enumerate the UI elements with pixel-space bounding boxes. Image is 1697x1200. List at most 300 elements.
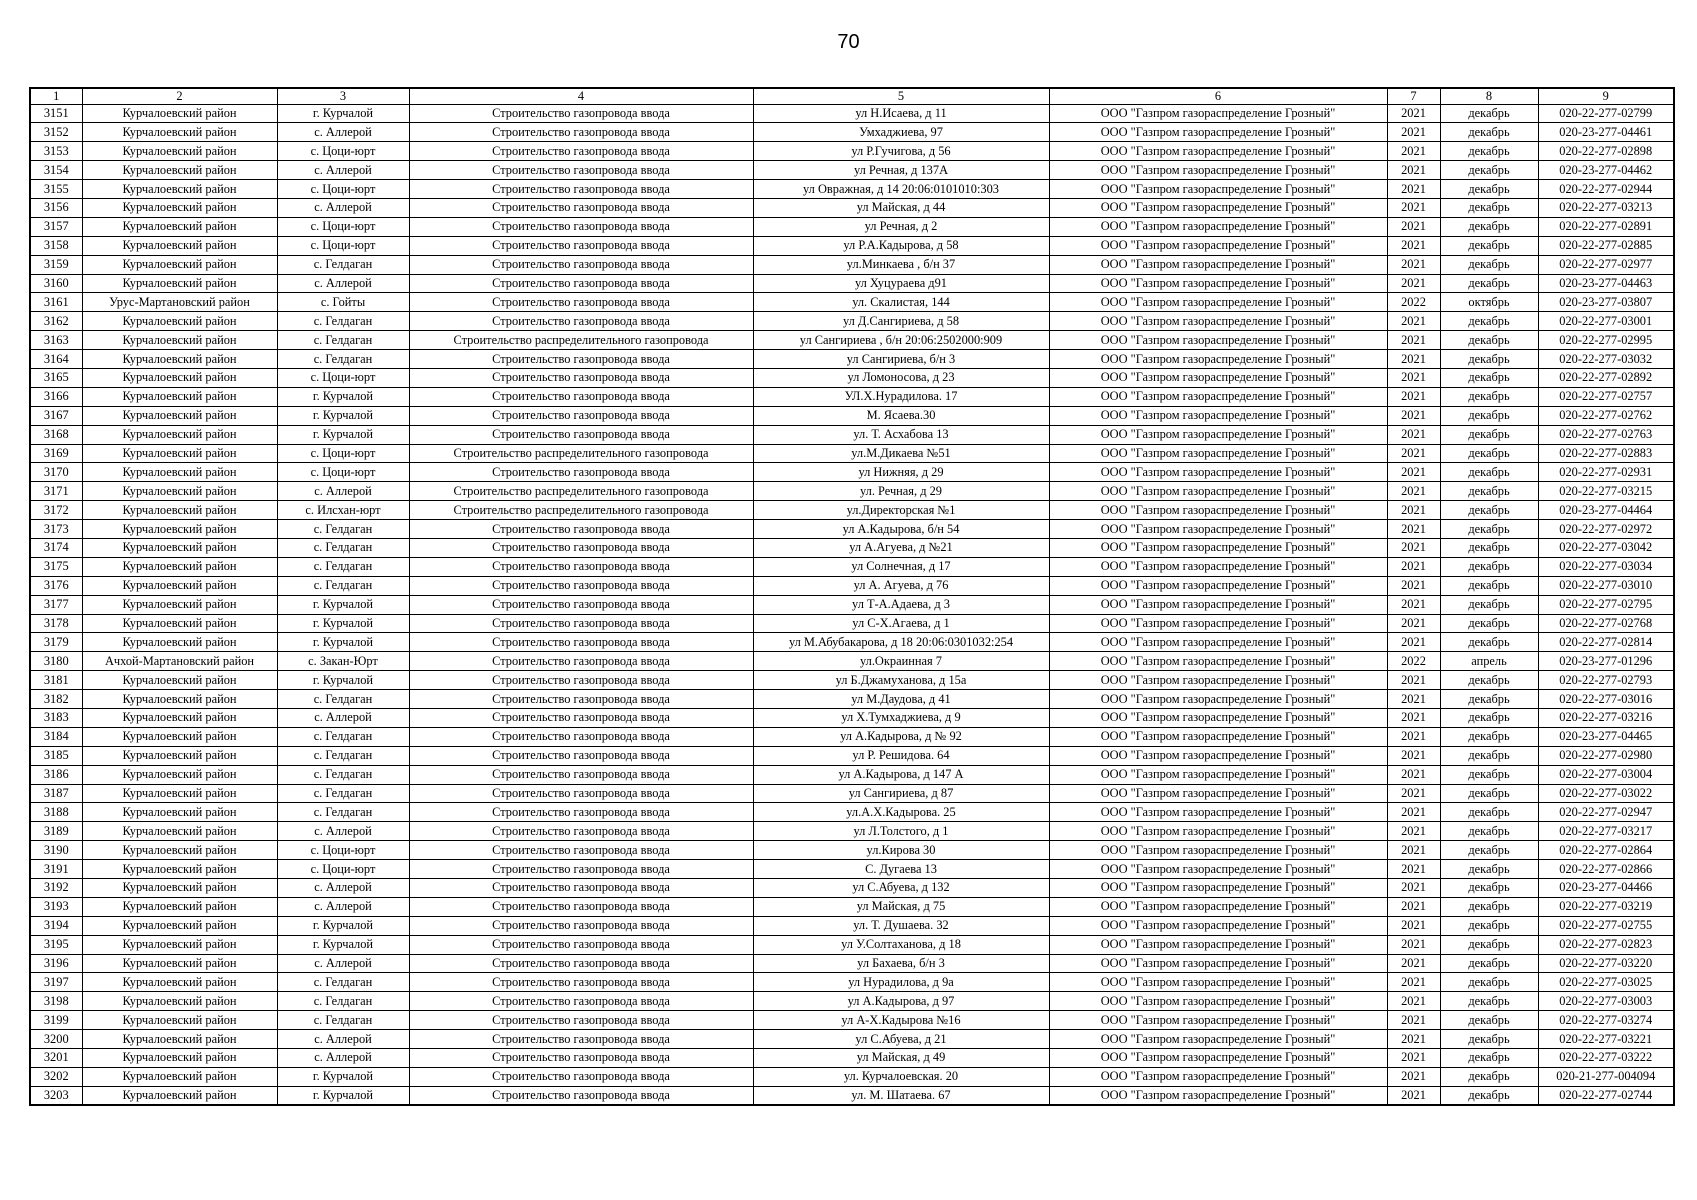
table-cell: ООО "Газпром газораспределение Грозный" <box>1049 822 1387 841</box>
table-row <box>30 954 1674 973</box>
table-cell: 2021 <box>1387 255 1440 274</box>
table-cell: Курчалоевский район <box>82 671 277 690</box>
table-cell: 3195 <box>30 935 82 954</box>
table-cell: 020-22-277-02762 <box>1538 406 1674 425</box>
table-cell: 020-22-277-03004 <box>1538 765 1674 784</box>
table-cell: Строительство газопровода ввода <box>409 709 753 728</box>
column-header: 5 <box>753 88 1049 104</box>
table-cell: Курчалоевский район <box>82 180 277 199</box>
table-cell: 3175 <box>30 557 82 576</box>
table-cell: ул А.Кадырова, б/н 54 <box>753 520 1049 539</box>
table-cell: Курчалоевский район <box>82 387 277 406</box>
table-cell: Строительство газопровода ввода <box>409 406 753 425</box>
table-cell: ул У.Солтаханова, д 18 <box>753 935 1049 954</box>
table-cell: ООО "Газпром газораспределение Грозный" <box>1049 180 1387 199</box>
table-cell: 2021 <box>1387 180 1440 199</box>
table-cell: с. Гелдаган <box>277 690 409 709</box>
table-cell: 2021 <box>1387 520 1440 539</box>
table-cell: Строительство газопровода ввода <box>409 727 753 746</box>
table-cell: с. Аллерой <box>277 198 409 217</box>
table-cell: ООО "Газпром газораспределение Грозный" <box>1049 784 1387 803</box>
table-cell: 020-23-277-04464 <box>1538 501 1674 520</box>
table-cell: 020-22-277-03221 <box>1538 1030 1674 1049</box>
table-cell: Строительство газопровода ввода <box>409 1030 753 1049</box>
table-cell: 2021 <box>1387 614 1440 633</box>
table-cell: ул. М. Шатаева. 67 <box>753 1086 1049 1105</box>
table-cell: Строительство газопровода ввода <box>409 803 753 822</box>
table-cell: 3162 <box>30 312 82 331</box>
table-cell: Строительство газопровода ввода <box>409 916 753 935</box>
table-cell: Строительство газопровода ввода <box>409 973 753 992</box>
table-cell: 3182 <box>30 690 82 709</box>
table-cell: Курчалоевский район <box>82 822 277 841</box>
table-cell: ул А. Агуева, д 76 <box>753 576 1049 595</box>
table-cell: ООО "Газпром газораспределение Грозный" <box>1049 595 1387 614</box>
table-cell: ООО "Газпром газораспределение Грозный" <box>1049 841 1387 860</box>
table-cell: декабрь <box>1440 595 1538 614</box>
table-cell: Курчалоевский район <box>82 425 277 444</box>
table-cell: Курчалоевский район <box>82 992 277 1011</box>
table-cell: 020-22-277-02883 <box>1538 444 1674 463</box>
table-cell: 2021 <box>1387 992 1440 1011</box>
table-row <box>30 784 1674 803</box>
table-row <box>30 142 1674 161</box>
table-cell: 3160 <box>30 274 82 293</box>
table-cell: г. Курчалой <box>277 671 409 690</box>
table-cell: 2021 <box>1387 161 1440 180</box>
table-cell: ул Речная, д 2 <box>753 217 1049 236</box>
table-cell: 2021 <box>1387 1030 1440 1049</box>
table-cell: с. Аллерой <box>277 709 409 728</box>
table-cell: 2021 <box>1387 217 1440 236</box>
table-cell: декабрь <box>1440 860 1538 879</box>
table-cell: ул А.Кадырова, д 147 А <box>753 765 1049 784</box>
table-cell: ООО "Газпром газораспределение Грозный" <box>1049 576 1387 595</box>
table-cell: ул А-Х.Кадырова №16 <box>753 1011 1049 1030</box>
table-cell: г. Курчалой <box>277 425 409 444</box>
table-row <box>30 841 1674 860</box>
table-cell: 3196 <box>30 954 82 973</box>
table-cell: декабрь <box>1440 709 1538 728</box>
table-cell: с. Аллерой <box>277 123 409 142</box>
table-cell: ООО "Газпром газораспределение Грозный" <box>1049 538 1387 557</box>
table-cell: Курчалоевский район <box>82 935 277 954</box>
table-cell: 2021 <box>1387 1086 1440 1105</box>
table-cell: УЛ.Х.Нурадилова. 17 <box>753 387 1049 406</box>
table-row <box>30 1049 1674 1068</box>
table-cell: Строительство газопровода ввода <box>409 765 753 784</box>
table-cell: с. Гойты <box>277 293 409 312</box>
table-cell: 3154 <box>30 161 82 180</box>
table-cell: 020-22-277-02755 <box>1538 916 1674 935</box>
table-cell: Курчалоевский район <box>82 142 277 161</box>
table-cell: декабрь <box>1440 727 1538 746</box>
table-cell: 020-22-277-02793 <box>1538 671 1674 690</box>
table-cell: декабрь <box>1440 633 1538 652</box>
table-cell: ул Ломоносова, д 23 <box>753 368 1049 387</box>
table-cell: ООО "Газпром газораспределение Грозный" <box>1049 860 1387 879</box>
table-cell: ул. Скалистая, 144 <box>753 293 1049 312</box>
table-cell: декабрь <box>1440 935 1538 954</box>
table-cell: Строительство распределительного газопровода <box>409 501 753 520</box>
table-row <box>30 897 1674 916</box>
table-cell: декабрь <box>1440 331 1538 350</box>
table-cell: декабрь <box>1440 425 1538 444</box>
table-cell: Курчалоевский район <box>82 765 277 784</box>
table-cell: ООО "Газпром газораспределение Грозный" <box>1049 406 1387 425</box>
table-cell: Курчалоевский район <box>82 879 277 898</box>
table-cell: Строительство газопровода ввода <box>409 1067 753 1086</box>
table-cell: ул Речная, д 137А <box>753 161 1049 180</box>
table-cell: ул Овражная, д 14 20:06:0101010:303 <box>753 180 1049 199</box>
table-row <box>30 274 1674 293</box>
table-cell: ООО "Газпром газораспределение Грозный" <box>1049 652 1387 671</box>
table-row <box>30 482 1674 501</box>
table-cell: с. Гелдаган <box>277 312 409 331</box>
table-cell: с. Гелдаган <box>277 576 409 595</box>
column-header: 6 <box>1049 88 1387 104</box>
table-cell: 3169 <box>30 444 82 463</box>
table-cell: ООО "Газпром газораспределение Грозный" <box>1049 104 1387 123</box>
table-cell: ООО "Газпром газораспределение Грозный" <box>1049 992 1387 1011</box>
table-row <box>30 992 1674 1011</box>
table-cell: Курчалоевский район <box>82 350 277 369</box>
table-cell: 020-22-277-02757 <box>1538 387 1674 406</box>
table-cell: Строительство газопровода ввода <box>409 123 753 142</box>
table-cell: ООО "Газпром газораспределение Грозный" <box>1049 557 1387 576</box>
table-cell: 2021 <box>1387 331 1440 350</box>
table-cell: Курчалоевский район <box>82 595 277 614</box>
table-cell: 020-22-277-02768 <box>1538 614 1674 633</box>
table-cell: Строительство газопровода ввода <box>409 652 753 671</box>
table-cell: ООО "Газпром газораспределение Грозный" <box>1049 520 1387 539</box>
table-cell: Строительство газопровода ввода <box>409 520 753 539</box>
table-cell: 3176 <box>30 576 82 595</box>
table-cell: Курчалоевский район <box>82 444 277 463</box>
table-cell: ул Сангириева, д 87 <box>753 784 1049 803</box>
table-cell: 2021 <box>1387 860 1440 879</box>
table-cell: Строительство газопровода ввода <box>409 557 753 576</box>
table-cell: Курчалоевский район <box>82 406 277 425</box>
table-cell: Строительство газопровода ввода <box>409 217 753 236</box>
table-cell: Курчалоевский район <box>82 841 277 860</box>
table-cell: ООО "Газпром газораспределение Грозный" <box>1049 387 1387 406</box>
table-cell: 3183 <box>30 709 82 728</box>
table-cell: 2021 <box>1387 557 1440 576</box>
table-cell: декабрь <box>1440 444 1538 463</box>
table-cell: 3172 <box>30 501 82 520</box>
table-row <box>30 765 1674 784</box>
table-cell: г. Курчалой <box>277 633 409 652</box>
table-cell: Строительство газопровода ввода <box>409 1011 753 1030</box>
table-cell: Курчалоевский район <box>82 501 277 520</box>
table-cell: ул Майская, д 75 <box>753 897 1049 916</box>
table-cell: с. Цоци-юрт <box>277 463 409 482</box>
table-cell: 3180 <box>30 652 82 671</box>
table-cell: 2021 <box>1387 368 1440 387</box>
table-row <box>30 860 1674 879</box>
table-cell: ул Р.А.Кадырова, д 58 <box>753 236 1049 255</box>
table-cell: Строительство газопровода ввода <box>409 671 753 690</box>
table-cell: 020-22-277-02864 <box>1538 841 1674 860</box>
table-row <box>30 652 1674 671</box>
table-row <box>30 614 1674 633</box>
table-cell: декабрь <box>1440 1086 1538 1105</box>
table-cell: 020-22-277-03022 <box>1538 784 1674 803</box>
column-header: 1 <box>30 88 82 104</box>
table-row <box>30 879 1674 898</box>
table-cell: декабрь <box>1440 879 1538 898</box>
table-cell: Курчалоевский район <box>82 123 277 142</box>
table-cell: 2021 <box>1387 425 1440 444</box>
table-cell: 020-22-277-02977 <box>1538 255 1674 274</box>
table-cell: 3170 <box>30 463 82 482</box>
table-cell: ООО "Газпром газораспределение Грозный" <box>1049 954 1387 973</box>
table-cell: декабрь <box>1440 576 1538 595</box>
table-cell: 020-22-277-02799 <box>1538 104 1674 123</box>
table-cell: ООО "Газпром газораспределение Грозный" <box>1049 1049 1387 1068</box>
table-cell: Строительство газопровода ввода <box>409 633 753 652</box>
table-cell: 020-22-277-03216 <box>1538 709 1674 728</box>
table-cell: 2021 <box>1387 482 1440 501</box>
registry-table <box>29 87 1675 1106</box>
table-cell: Курчалоевский район <box>82 368 277 387</box>
table-cell: Курчалоевский район <box>82 746 277 765</box>
table-cell: ООО "Газпром газораспределение Грозный" <box>1049 916 1387 935</box>
table-cell: Курчалоевский район <box>82 709 277 728</box>
table-cell: 2021 <box>1387 784 1440 803</box>
table-cell: с. Гелдаган <box>277 727 409 746</box>
table-cell: с. Аллерой <box>277 274 409 293</box>
table-cell: ул Н.Исаева, д 11 <box>753 104 1049 123</box>
table-cell: с. Цоци-юрт <box>277 180 409 199</box>
table-cell: г. Курчалой <box>277 1086 409 1105</box>
table-cell: 2021 <box>1387 746 1440 765</box>
table-cell: ул. Т. Асхабова 13 <box>753 425 1049 444</box>
table-cell: 020-22-277-02763 <box>1538 425 1674 444</box>
table-cell: 020-22-277-02866 <box>1538 860 1674 879</box>
table-cell: 2021 <box>1387 803 1440 822</box>
table-cell: Курчалоевский район <box>82 557 277 576</box>
table-cell: 3178 <box>30 614 82 633</box>
table-cell: 2021 <box>1387 765 1440 784</box>
table-cell: Курчалоевский район <box>82 803 277 822</box>
table-cell: декабрь <box>1440 1067 1538 1086</box>
table-cell: 2021 <box>1387 1049 1440 1068</box>
table-cell: 020-22-277-03215 <box>1538 482 1674 501</box>
table-cell: ООО "Газпром газораспределение Грозный" <box>1049 709 1387 728</box>
table-cell: 2021 <box>1387 444 1440 463</box>
table-cell: 2022 <box>1387 293 1440 312</box>
table-cell: ООО "Газпром газораспределение Грозный" <box>1049 746 1387 765</box>
table-cell: 3201 <box>30 1049 82 1068</box>
table-cell: 020-22-277-02795 <box>1538 595 1674 614</box>
table-cell: декабрь <box>1440 803 1538 822</box>
table-cell: 020-23-277-04466 <box>1538 879 1674 898</box>
table-cell: Строительство распределительного газопровода <box>409 482 753 501</box>
table-cell: ул Сангириева, б/н 3 <box>753 350 1049 369</box>
table-cell: декабрь <box>1440 822 1538 841</box>
table-cell: ул Б.Джамуханова, д 15а <box>753 671 1049 690</box>
table-cell: 3192 <box>30 879 82 898</box>
table-cell: декабрь <box>1440 501 1538 520</box>
table-cell: ул Х.Тумхаджиева, д 9 <box>753 709 1049 728</box>
table-cell: апрель <box>1440 652 1538 671</box>
table-cell: декабрь <box>1440 274 1538 293</box>
table-cell: ул Хуцураева д91 <box>753 274 1049 293</box>
table-cell: ООО "Газпром газораспределение Грозный" <box>1049 897 1387 916</box>
table-cell: 3203 <box>30 1086 82 1105</box>
table-cell: декабрь <box>1440 198 1538 217</box>
table-row <box>30 331 1674 350</box>
table-cell: 3167 <box>30 406 82 425</box>
table-cell: ул Солнечная, д 17 <box>753 557 1049 576</box>
table-cell: декабрь <box>1440 104 1538 123</box>
table-row <box>30 312 1674 331</box>
table-row <box>30 595 1674 614</box>
table-cell: 2021 <box>1387 104 1440 123</box>
table-cell: 2021 <box>1387 463 1440 482</box>
table-row <box>30 803 1674 822</box>
table-cell: 020-22-277-03010 <box>1538 576 1674 595</box>
table-cell: 2021 <box>1387 954 1440 973</box>
table-cell: 3155 <box>30 180 82 199</box>
table-cell: 020-22-277-02995 <box>1538 331 1674 350</box>
table-cell: с. Закан-Юрт <box>277 652 409 671</box>
table-cell: ООО "Газпром газораспределение Грозный" <box>1049 727 1387 746</box>
table-cell: ул М.Даудова, д 41 <box>753 690 1049 709</box>
table-cell: Курчалоевский район <box>82 916 277 935</box>
table-cell: 2021 <box>1387 1067 1440 1086</box>
table-cell: Строительство газопровода ввода <box>409 274 753 293</box>
table-row <box>30 425 1674 444</box>
table-cell: ул Нижняя, д 29 <box>753 463 1049 482</box>
table-cell: 3179 <box>30 633 82 652</box>
table-cell: ООО "Газпром газораспределение Грозный" <box>1049 690 1387 709</box>
table-cell: с. Цоци-юрт <box>277 860 409 879</box>
table-cell: декабрь <box>1440 123 1538 142</box>
table-cell: Строительство газопровода ввода <box>409 180 753 199</box>
table-cell: ул Д.Сангириева, д 58 <box>753 312 1049 331</box>
table-cell: с. Цоци-юрт <box>277 236 409 255</box>
table-cell: декабрь <box>1440 841 1538 860</box>
table-cell: ООО "Газпром газораспределение Грозный" <box>1049 765 1387 784</box>
table-cell: М. Ясаева.30 <box>753 406 1049 425</box>
table-row <box>30 1030 1674 1049</box>
table-row <box>30 671 1674 690</box>
table-cell: ООО "Газпром газораспределение Грозный" <box>1049 482 1387 501</box>
table-cell: декабрь <box>1440 520 1538 539</box>
table-cell: декабрь <box>1440 142 1538 161</box>
table-cell: Строительство газопровода ввода <box>409 746 753 765</box>
table-cell: ООО "Газпром газораспределение Грозный" <box>1049 236 1387 255</box>
table-cell: 2021 <box>1387 916 1440 935</box>
table-cell: 020-22-277-02944 <box>1538 180 1674 199</box>
table-cell: 020-22-277-03032 <box>1538 350 1674 369</box>
table-row <box>30 1011 1674 1030</box>
table-cell: ООО "Газпром газораспределение Грозный" <box>1049 425 1387 444</box>
table-cell: Строительство распределительного газопровода <box>409 331 753 350</box>
table-cell: Курчалоевский район <box>82 576 277 595</box>
table-cell: ООО "Газпром газораспределение Грозный" <box>1049 935 1387 954</box>
table-cell: ул А.Агуева, д №21 <box>753 538 1049 557</box>
table-cell: Курчалоевский район <box>82 860 277 879</box>
table-cell: 3198 <box>30 992 82 1011</box>
table-cell: Строительство газопровода ввода <box>409 614 753 633</box>
table-cell: Строительство газопровода ввода <box>409 293 753 312</box>
table-cell: ООО "Газпром газораспределение Грозный" <box>1049 368 1387 387</box>
table-cell: Строительство газопровода ввода <box>409 690 753 709</box>
table-cell: с. Аллерой <box>277 897 409 916</box>
table-cell: с. Цоци-юрт <box>277 444 409 463</box>
column-header: 4 <box>409 88 753 104</box>
table-cell: 3184 <box>30 727 82 746</box>
table-cell: 3181 <box>30 671 82 690</box>
table-cell: Курчалоевский район <box>82 274 277 293</box>
table-cell: 3158 <box>30 236 82 255</box>
table-cell: 3168 <box>30 425 82 444</box>
table-cell: ул С.Абуева, д 21 <box>753 1030 1049 1049</box>
table-cell: ул. Речная, д 29 <box>753 482 1049 501</box>
table-cell: с. Гелдаган <box>277 765 409 784</box>
table-cell: 3197 <box>30 973 82 992</box>
table-cell: октябрь <box>1440 293 1538 312</box>
table-row <box>30 501 1674 520</box>
table-row <box>30 709 1674 728</box>
table-cell: 2021 <box>1387 973 1440 992</box>
table-cell: 3185 <box>30 746 82 765</box>
table-cell: Строительство газопровода ввода <box>409 992 753 1011</box>
table-row <box>30 387 1674 406</box>
table-cell: 020-22-277-02980 <box>1538 746 1674 765</box>
table-cell: ул.Директорская №1 <box>753 501 1049 520</box>
table-cell: ул Л.Толстого, д 1 <box>753 822 1049 841</box>
table-cell: ООО "Газпром газораспределение Грозный" <box>1049 614 1387 633</box>
table-cell: декабрь <box>1440 406 1538 425</box>
table-cell: Курчалоевский район <box>82 1049 277 1068</box>
table-cell: декабрь <box>1440 671 1538 690</box>
table-cell: декабрь <box>1440 1030 1538 1049</box>
table-cell: Урус-Мартановский район <box>82 293 277 312</box>
table-row <box>30 746 1674 765</box>
table-cell: Курчалоевский район <box>82 463 277 482</box>
header-row <box>30 88 1674 104</box>
table-cell: Курчалоевский район <box>82 538 277 557</box>
table-row <box>30 822 1674 841</box>
table-cell: 2021 <box>1387 897 1440 916</box>
table-cell: с. Цоци-юрт <box>277 217 409 236</box>
table-cell: 2021 <box>1387 406 1440 425</box>
table-row <box>30 690 1674 709</box>
table-cell: декабрь <box>1440 387 1538 406</box>
table-cell: 020-23-277-03807 <box>1538 293 1674 312</box>
table-cell: ООО "Газпром газораспределение Грозный" <box>1049 633 1387 652</box>
table-row <box>30 520 1674 539</box>
table-cell: Строительство газопровода ввода <box>409 595 753 614</box>
table-cell: 3173 <box>30 520 82 539</box>
table-cell: Строительство газопровода ввода <box>409 236 753 255</box>
column-header: 9 <box>1538 88 1674 104</box>
table-cell: декабрь <box>1440 180 1538 199</box>
table-cell: с. Аллерой <box>277 482 409 501</box>
table-row <box>30 727 1674 746</box>
table-cell: декабрь <box>1440 312 1538 331</box>
table-cell: 2021 <box>1387 709 1440 728</box>
table-cell: ООО "Газпром газораспределение Грозный" <box>1049 255 1387 274</box>
table-cell: Строительство газопровода ввода <box>409 350 753 369</box>
table-cell: 3189 <box>30 822 82 841</box>
table-row <box>30 161 1674 180</box>
